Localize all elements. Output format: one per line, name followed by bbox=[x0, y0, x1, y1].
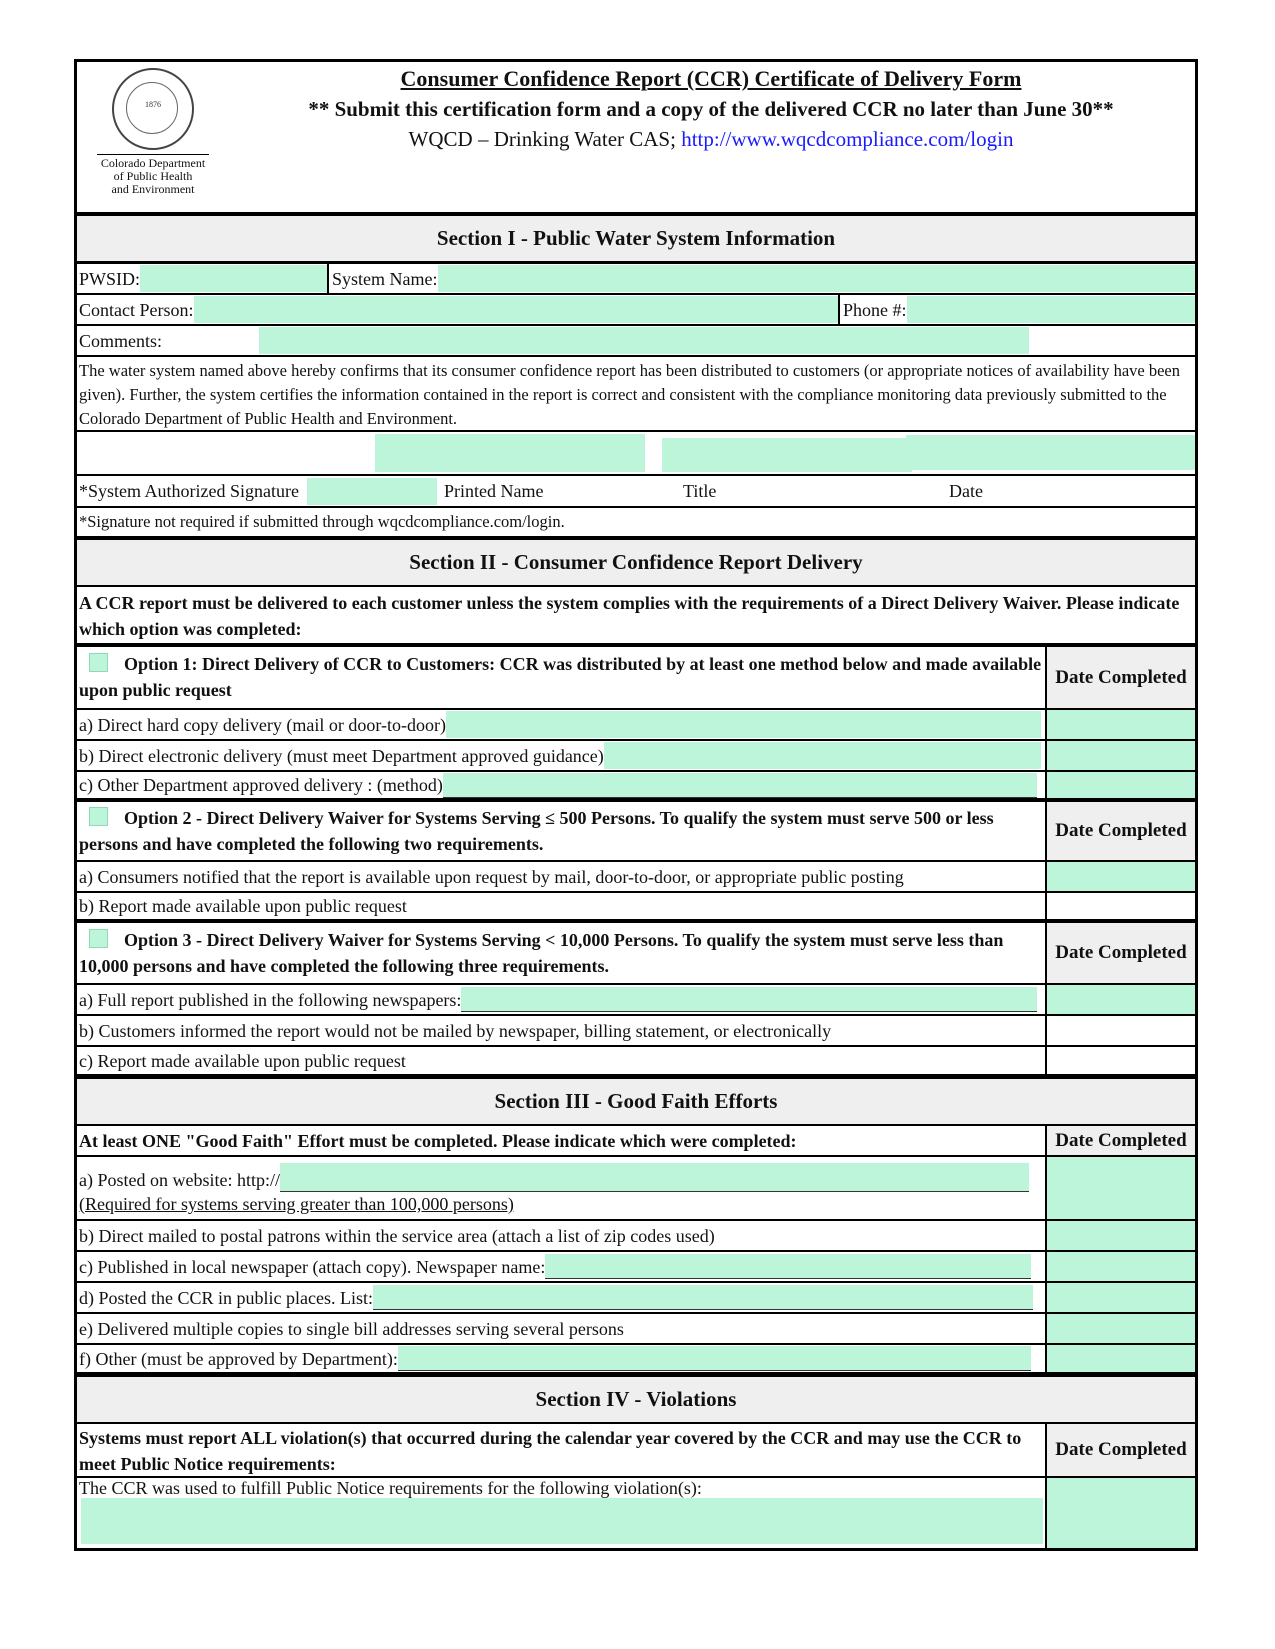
section-3-header bbox=[77, 1079, 1195, 1126]
form-subtitle: ** Submit this certification form and a copy of the delivered CCR no later than June 30** bbox=[308, 97, 1114, 121]
option-2-checkbox[interactable] bbox=[89, 807, 108, 826]
item-label: e) Delivered multiple copies to single bill addresses serving several persons bbox=[79, 1318, 624, 1339]
good-faith-d-date-input[interactable] bbox=[1045, 1283, 1195, 1312]
contact-person-label: Contact Person: bbox=[79, 299, 194, 320]
item-label: d) Posted the CCR in public places. List: bbox=[79, 1287, 373, 1308]
system-name-label: System Name: bbox=[332, 268, 438, 289]
section-3-date-header: Date Completed bbox=[1045, 1126, 1195, 1155]
item-label: b) Report made available upon public request bbox=[79, 896, 407, 916]
option-2-date-header: Date Completed bbox=[1045, 802, 1195, 860]
phone-label: Phone #: bbox=[843, 299, 907, 320]
item-label: a) Consumers notified that the report is available upon request by mail, door-to-door, or appropriate public posting bbox=[79, 866, 904, 887]
newspaper-name-input[interactable] bbox=[545, 1254, 1031, 1279]
option-3-checkbox[interactable] bbox=[89, 929, 108, 948]
option-1-item-a bbox=[77, 710, 1195, 741]
violations-input[interactable] bbox=[81, 1498, 1043, 1544]
option-2-row bbox=[77, 802, 1195, 862]
good-faith-e-date-input[interactable] bbox=[1045, 1314, 1195, 1343]
violations-row bbox=[77, 1478, 1195, 1548]
option-1c-method-input[interactable] bbox=[443, 773, 1037, 798]
option-2a-date-input[interactable] bbox=[1045, 862, 1195, 891]
option-1a-input[interactable] bbox=[446, 711, 1041, 738]
item-label: b) Direct mailed to postal patrons within the service area (attach a list of zip codes used) bbox=[79, 1225, 715, 1246]
ccr-certificate-form bbox=[74, 59, 1198, 1551]
signature-field[interactable] bbox=[307, 478, 437, 505]
option-1-date-header: Date Completed bbox=[1045, 647, 1195, 708]
section-3-title: Section III - Good Faith Efforts bbox=[494, 1089, 778, 1113]
good-faith-item-f bbox=[77, 1345, 1195, 1377]
option-3a-newspapers-input[interactable] bbox=[461, 987, 1037, 1012]
date-label: Date bbox=[949, 481, 983, 501]
item-label: b) Direct electronic delivery (must meet Department approved guidance) bbox=[79, 745, 604, 766]
section-2-intro: A CCR report must be delivered to each customer unless the system complies with the requirements of a Direct Delivery Waiver. Please indicate which option was completed: bbox=[79, 593, 1180, 639]
wqcd-login-link[interactable]: http://www.wqcdcompliance.com/login bbox=[681, 127, 1014, 151]
option-3-item-a bbox=[77, 985, 1195, 1016]
dept-name-line: Colorado Department bbox=[100, 156, 206, 170]
item-label: c) Published in local newspaper (attach copy). Newspaper name: bbox=[79, 1256, 546, 1277]
signature-note-row bbox=[77, 508, 1195, 540]
pwsid-input[interactable] bbox=[140, 265, 327, 292]
contact-line bbox=[227, 124, 1195, 154]
good-faith-item-b bbox=[77, 1221, 1195, 1252]
option-3-row bbox=[77, 923, 1195, 985]
form-title: Consumer Confidence Report (CCR) Certificate of Delivery Form bbox=[400, 66, 1022, 91]
colorado-seal-icon: 1876 bbox=[112, 68, 194, 150]
printed-name-input[interactable] bbox=[375, 434, 645, 472]
item-label: a) Direct hard copy delivery (mail or door-to-door) bbox=[79, 714, 446, 735]
item-label: f) Other (must be approved by Department): bbox=[79, 1348, 398, 1369]
item-label: c) Report made available upon public request bbox=[79, 1050, 406, 1071]
public-places-input[interactable] bbox=[373, 1285, 1033, 1310]
system-name-input[interactable] bbox=[438, 265, 1196, 292]
signature-input[interactable] bbox=[77, 432, 375, 474]
section-3-intro: At least ONE "Good Faith" Effort must be completed. Please indicate which were completed: bbox=[79, 1130, 797, 1151]
option-1-item-b bbox=[77, 741, 1195, 772]
certification-text: The water system named above hereby confirms that its consumer confidence report has been distributed to customers (or appropriate notices of availability have been given). Further, the system certifies the information contained in the report is correct and consistent with the compliance monitoring data previously submitted to the Colorado Department of Public Health and Environment. bbox=[79, 361, 1180, 428]
dept-name-line: of Public Health bbox=[113, 169, 193, 183]
contact-person-input[interactable] bbox=[194, 296, 839, 323]
pwsid-label: PWSID: bbox=[79, 268, 141, 289]
section-1-title: Section I - Public Water System Information bbox=[436, 226, 836, 250]
printed-name-label: Printed Name bbox=[444, 481, 544, 501]
option-2-label: Option 2 - Direct Delivery Waiver for Systems Serving ≤ 500 Persons. To qualify the system must serve 500 or less persons and have completed the following two requirements. bbox=[79, 808, 994, 854]
certification-row bbox=[77, 357, 1195, 432]
section-2-title: Section II - Consumer Confidence Report Delivery bbox=[409, 550, 863, 574]
option-3-item-c bbox=[77, 1047, 1195, 1079]
option-2b-date-input[interactable] bbox=[1045, 893, 1195, 919]
website-url-input[interactable] bbox=[280, 1163, 1029, 1192]
option-3-label: Option 3 - Direct Delivery Waiver for Systems Serving < 10,000 Persons. To qualify the system must serve less than 10,000 persons and have completed the following three requirements. bbox=[79, 930, 1004, 976]
violations-date-input[interactable] bbox=[1045, 1478, 1195, 1548]
option-3a-date-input[interactable] bbox=[1045, 985, 1195, 1014]
good-faith-item-c bbox=[77, 1252, 1195, 1283]
option-3-date-header: Date Completed bbox=[1045, 923, 1195, 983]
option-1-row bbox=[77, 647, 1195, 710]
other-method-input[interactable] bbox=[398, 1346, 1031, 1371]
option-1b-input[interactable] bbox=[604, 742, 1041, 769]
option-1-label: Option 1: Direct Delivery of CCR to Customers: CCR was distributed by at least one method below and made available upon public request bbox=[79, 654, 1042, 700]
comments-label: Comments: bbox=[79, 330, 163, 351]
item-label: c) Other Department approved delivery : (method) bbox=[79, 775, 443, 795]
signature-label: *System Authorized Signature bbox=[79, 481, 299, 501]
option-1b-date-input[interactable] bbox=[1045, 741, 1195, 770]
form-header bbox=[77, 62, 1195, 216]
item-label: b) Customers informed the report would not be mailed by newspaper, billing statement, or electronically bbox=[79, 1020, 832, 1041]
section-2-intro-row bbox=[77, 587, 1195, 647]
contact-prefix: WQCD – Drinking Water CAS; bbox=[408, 127, 682, 151]
option-1-checkbox[interactable] bbox=[89, 653, 108, 672]
good-faith-c-date-input[interactable] bbox=[1045, 1252, 1195, 1281]
option-2-item-a bbox=[77, 862, 1195, 893]
good-faith-a-date-input[interactable] bbox=[1045, 1157, 1195, 1219]
contact-row bbox=[77, 295, 1195, 326]
section-4-title: Section IV - Violations bbox=[535, 1387, 737, 1411]
section-1-header bbox=[77, 216, 1195, 264]
violations-label: The CCR was used to fulfill Public Notice requirements for the following violation(s): bbox=[79, 1478, 702, 1498]
good-faith-f-date-input[interactable] bbox=[1045, 1345, 1195, 1372]
dept-name-line: and Environment bbox=[111, 182, 195, 196]
cdphe-logo bbox=[83, 68, 223, 196]
signature-fields-row bbox=[77, 432, 1195, 476]
section-2-header bbox=[77, 540, 1195, 587]
signature-labels-row bbox=[77, 476, 1195, 508]
section-4-intro: Systems must report ALL violation(s) that occurred during the calendar year covered by the CCR and may use the CCR to meet Public Notice requirements: bbox=[79, 1428, 1022, 1474]
signature-note: *Signature not required if submitted through wqcdcompliance.com/login. bbox=[79, 512, 565, 531]
option-3-item-b bbox=[77, 1016, 1195, 1047]
good-faith-b-date-input[interactable] bbox=[1045, 1221, 1195, 1250]
option-2-item-b bbox=[77, 893, 1195, 923]
section-4-intro-row bbox=[77, 1424, 1195, 1478]
option-3c-date-input[interactable] bbox=[1045, 1047, 1195, 1074]
comments-row bbox=[77, 326, 1195, 357]
item-label: a) Full report published in the following newspapers: bbox=[79, 989, 462, 1010]
pwsid-row bbox=[77, 264, 1195, 295]
good-faith-item-a bbox=[77, 1157, 1195, 1221]
section-4-date-header: Date Completed bbox=[1045, 1424, 1195, 1476]
section-4-header bbox=[77, 1377, 1195, 1424]
option-1-item-c bbox=[77, 772, 1195, 802]
website-requirement-note: (Required for systems serving greater than 100,000 persons) bbox=[79, 1194, 514, 1214]
title-input[interactable] bbox=[662, 438, 912, 472]
section-3-intro-row bbox=[77, 1126, 1195, 1157]
comments-input[interactable] bbox=[259, 327, 1029, 354]
good-faith-item-d bbox=[77, 1283, 1195, 1314]
option-1c-date-input[interactable] bbox=[1045, 772, 1195, 798]
good-faith-item-e bbox=[77, 1314, 1195, 1345]
option-3b-date-input[interactable] bbox=[1045, 1016, 1195, 1045]
date-input[interactable] bbox=[906, 435, 1195, 470]
phone-input[interactable] bbox=[907, 296, 1195, 323]
item-label: a) Posted on website: http:// bbox=[79, 1170, 280, 1190]
title-label: Title bbox=[683, 481, 717, 501]
option-1a-date-input[interactable] bbox=[1045, 710, 1195, 739]
